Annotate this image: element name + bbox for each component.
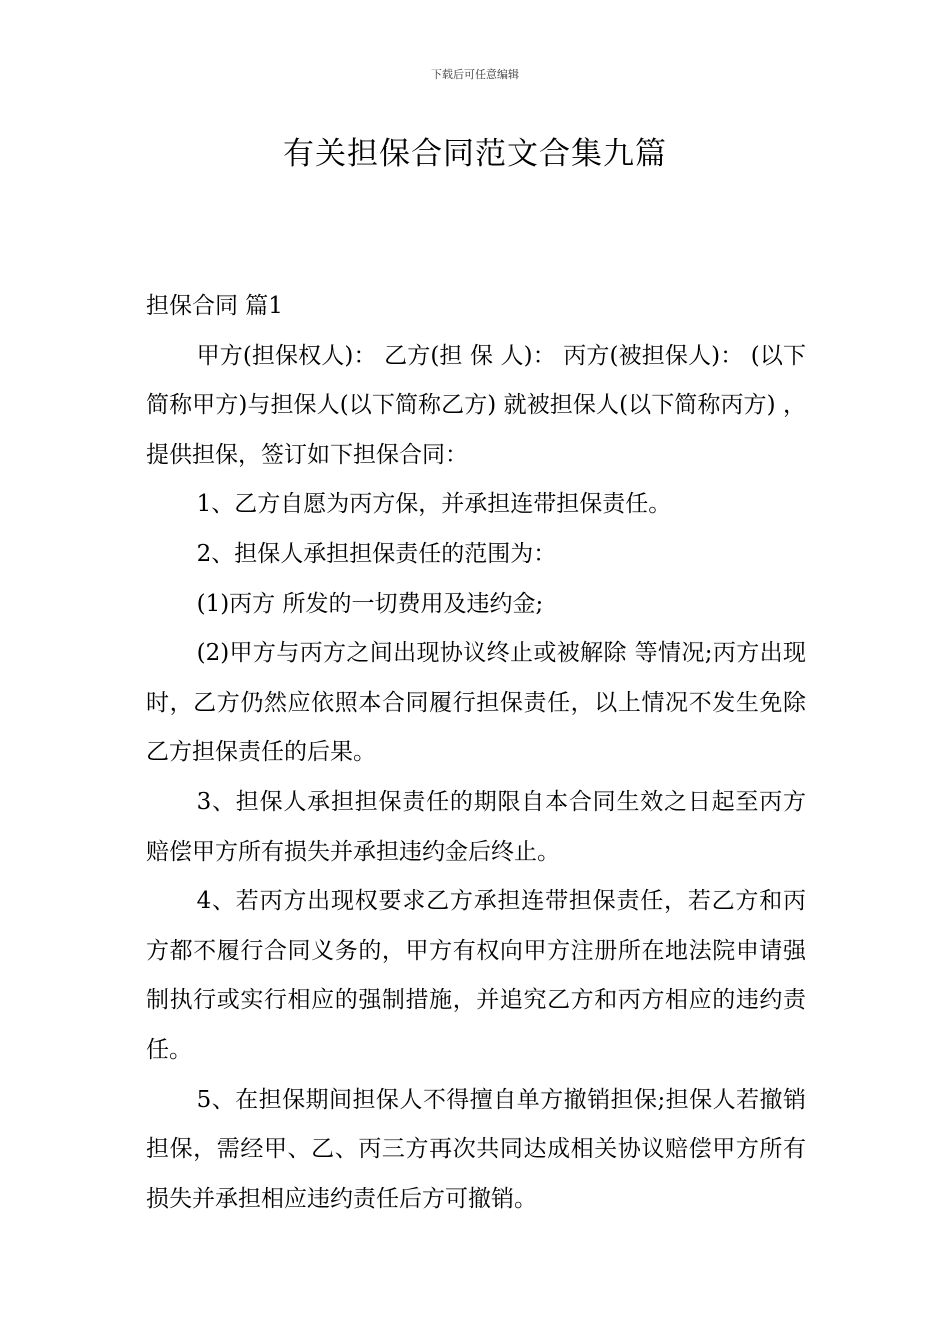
paragraph-parties: 甲方(担保权人)： 乙方(担 保 人)： 丙方(被担保人)： (以下简称甲方)与担保人(以下简称乙方) 就被担保人(以下简称丙方) ， 提供担保，签订如下担保合同： xyxy=(146,342,806,468)
section-heading: 担保合同 篇1 xyxy=(146,293,283,319)
paragraph-clause-5: 5、在担保期间担保人不得擅自单方撤销担保;担保人若撤销担保，需经甲、乙、丙三方再次共同达成相关协议赔偿甲方所有损失并承担相应违约责任后方可撤销。 xyxy=(146,1086,806,1212)
paragraph-clause-2: 2、担保人承担担保责任的范围为： xyxy=(196,540,557,567)
paragraph-clause-2-item-1: (1)丙方 所发的一切费用及违约金; xyxy=(196,590,544,617)
document-body xyxy=(146,282,806,1224)
paragraph-clause-1: 1、乙方自愿为丙方保，并承担连带担保责任。 xyxy=(196,491,672,518)
paragraph-clause-3: 3、担保人承担担保责任的期限自本合同生效之日起至丙方赔偿甲方所有损失并承担违约金后终止。 xyxy=(146,788,806,865)
document-title: 有关担保合同范文合集九篇 xyxy=(283,136,667,172)
paragraph-clause-4: 4、若丙方出现权要求乙方承担连带担保责任，若乙方和丙方都不履行合同义务的，甲方有权向甲方注册所在地法院申请强制执行或实行相应的强制措施，并追究乙方和丙方相应的违约责任。 xyxy=(146,888,806,1063)
header-note: 下载后可任意编辑 xyxy=(431,68,519,81)
paragraph-clause-2-item-2: (2)甲方与丙方之间出现协议终止或被解除 等情况;丙方出现 时，乙方仍然应依照本合同履行担保责任，以上情况不发生免除乙方担保责任的后果。 xyxy=(146,640,806,766)
